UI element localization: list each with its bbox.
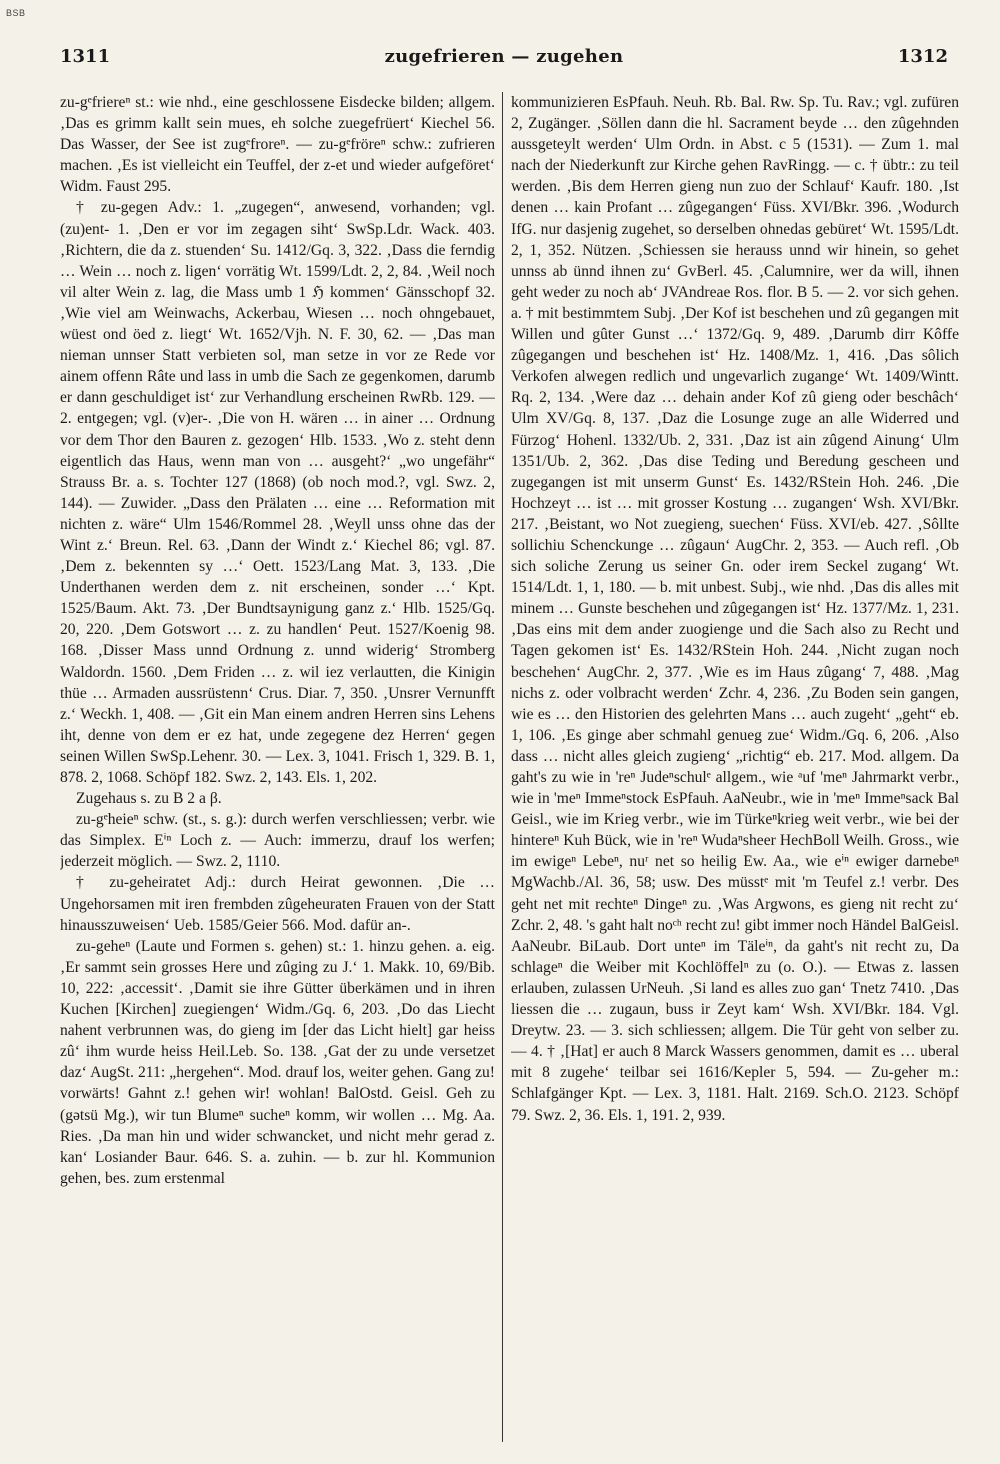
right-column — [511, 92, 959, 1442]
page-number-right: 1312 — [897, 46, 948, 67]
entry-zugeheiratet: † zu-geheiratet Adj.: durch Heirat gewonnen. ‚Die … Ungehorsamen mit iren frembden zûgeheuraten Frauen von der Statt hinausszuweisen‘ Ueb. 1585/Geier 566. Mod. dafür an-. — [60, 874, 495, 934]
entry-zugehaus: Zugehaus s. zu B 2 a β. — [76, 790, 222, 808]
running-head: zugefrieren — zugehen — [384, 46, 624, 67]
left-column — [60, 92, 495, 1442]
entry-zugehen: zu-geheⁿ (Laute und Formen s. gehen) st.: 1. hinzu gehen. a. eig. ‚Er sammt sein grosses Here und zûging zu J.‘ 1. Makk. 10, 69/Bib. 10, 222: ‚accessit‘. ‚Damit sie ihre Gütter überkämen und in ihren Kuchen [Kirchen] zuegiengen‘ Widm./Gq. 6, 203. ‚Do das Liecht nahent verbrunnen was, do gieng im [der das Licht hielt] gar heiss zû‘ ihm wurde heiss Heil.Leb. So. 138. ‚Gat der zu unde versetzet daz‘ AugSt. 211: „hergehen“. Mod. drauf los, weiter gehen. Gang zu! vorwärts! Gahnt z.! gehen wir! wohlan! BalOstd. Geisl. Geh zu (gətsü Mg.), wir tun Blumeⁿ sucheⁿ komm, wir wollen … Mg. Aa. Ries. ‚Da man hin und wider schwancket, und nicht mehr gerad z. kan‘ Losiander Baur. 646. S. a. zuhin. — b. zur hl. Kommunion gehen, bes. zum erstenmal — [60, 937, 495, 1187]
entry-zugeheien: zu-gᵉheieⁿ schw. (st., s. g.): durch werfen verschliessen; verbr. wie das Simplex. Eⁱⁿ Loch z. — Auch: immerzu, drauf los werfen; jederzeit möglich. — Swz. 2, 1110. — [60, 811, 495, 871]
page-header — [60, 46, 948, 76]
library-stamp: BSB — [6, 8, 26, 18]
column-divider — [502, 92, 503, 1442]
entry-zugefrieren: zu-gᵉfriereⁿ st.: wie nhd., eine geschlossene Eisdecke bilden; allgem. ‚Das es grimm kallt sein mues, eh solche zuegefrüert‘ Kiechel 56. Das Wasser, der See ist zugᵉfroreⁿ. — zu-gᵉfröreⁿ schw.: zufrieren machen. ‚Es ist vielleicht ein Teuffel, der z-et und wieder aufgeföret‘ Widm. Faust 295. — [60, 94, 495, 196]
entry-zugegen: † zu-gegen Adv.: 1. „zugegen“, anwesend, vorhanden; vgl. (zu)ent- 1. ‚Den er vor im zegagen siht‘ SwSp.Ldr. Wack. 403. ‚Richtern, die da z. stuenden‘ Su. 1412/Gq. 3, 322. ‚Dass die ferndig … Wein … noch z. ligen‘ vorrätig Wt. 1599/Ldt. 2, 2, 84. ‚Weil noch vil alter Wein z. lag, die Mass umb 1 ℌ kommen‘ Gänsschopf 32. ‚Wie viel am Weinwachs, Ackerbau, Wiesen … noch ohngebauet, wüest ond öed z. liegt‘ Wt. 1652/Vjh. N. F. 30, 62. — ‚Das man nieman unnser Statt verbieten sol, man setze in vor ze Rede vor ainem offenn Râte und lass in umb die Sach ze gegenkomen, darumb er dann geschuldiget ist‘ zur Verhandlung erscheinen RwRb. 129. — 2. entgegen; vgl. (v)er-. ‚Die von H. wären … in ainer … Ordnung vor dem Thor den Bauren z. gezogen‘ Hlb. 1533. ‚Wo z. steht denn eigentlich das Haus, wenn man von … ausgeht?‘ „wo ungefähr“ Strauss Br. a. s. Tochter 127 (1868) (ob noch mod.?, vgl. Swz. 2, 144). — Zuwider. „Dass den Prälaten … eine … Reformation mit nichten z. wäre“ Ulm 1546/Rommel 28. ‚Weyll unss ohne das der Wint z.‘ Breun. Rel. 63. ‚Dann der Windt z.‘ Kiechel 86; vgl. 87. ‚Dem z. bekennten sy …‘ Oett. 1523/Lang Mat. 3, 133. ‚Die Underthanen werden dem z. nit erscheinen, sonder …‘ Kpt. 1525/Baum. Akt. 73. ‚Der Bundtsaynigung ganz z.‘ Hlb. 1525/Gq. 20, 220. ‚Dem Gotswort … z. zu handlen‘ Peut. 1527/Koenig 98. 168. ‚Disser Mass unnd Ordnung z. unnd widerig‘ Stromberg Waldordn. 1560. ‚Dem Friden … z. wil iez verlautten, die Kinigin thüe … Armaden aussrüstenn‘ Crus. Diar. 7, 350. ‚Unsrer Vernunfft z.‘ Weckh. 1, 408. — ‚Git ein Man einem andren Herren sins Lehens iht, denne von dem er ez hat, unde zegegene dez Herren‘ gegen seinen Willen SwSp.Lehenr. 30. — Lex. 3, 1041. Frisch 1, 329. B. 1, 878. 2, 1068. Schöpf 182. Swz. 2, 143. Els. 1, 202. — [60, 199, 495, 786]
page-number-left: 1311 — [60, 46, 111, 67]
text-columns — [60, 92, 959, 1442]
entry-zugehen-continued: kommunizieren EsPfauh. Neuh. Rb. Bal. Rw. Sp. Tu. Rav.; vgl. zufüren 2, Zugänger. ‚Söllen dann die hl. Sacrament beyde … den zûgehnden aussgeteylt werden‘ Ulm Ordn. in Abst. c 5 (1531). — Zum 1. mal nach der Niederkunft zur Kirche gehen RavRingg. — c. † übtr.: zu teil werden. ‚Bis dem Herren gieng nun zuo der Schlauf‘ Kaufr. 180. ‚Ist denen … kain Profant … zûgegangen‘ Füss. XVI/Bkr. 396. ‚Wodurch IfG. nur dasjenig zugehet, so derselben ohnedas gebüret‘ Wt. 1595/Ldt. 2, 1, 352. Nützen. ‚Schiessen sie herauss unnd wir hinein, so gehet unnss ab ünnd ihnen zu‘ GvBerl. 45. ‚Calumnire, wer da will, ihnen geht weder zu noch ab‘ JVAndreae Ros. flor. B 5. — 2. vor sich gehen. a. † mit bestimmtem Subj. ‚Der Kof ist beschehen und zû gegangen mit Willen und gûter Gunst …‘ 1372/Gq. 9, 489. ‚Darumb dirr Kôffe zûgegangen und beschehen ist‘ Hz. 1408/Mz. 1, 416. ‚Das sôlich Verkofen alwegen redlich und ungevarlich zugange‘ Wt. 1409/Wintt. Rq. 2, 134. ‚Were daz … dehain ander Kof zû gieng oder beschâch‘ Ulm XV/Gq. 8, 137. ‚Daz die Losunge zuge an alle Widerred und Fürzog‘ Hohenl. 1332/Ub. 2, 331. ‚Daz ist ain zûgend Ainung‘ Ulm 1351/Ub. 2, 362. ‚Das dise Teding und Beredung gescheen und zugegangen ist mit unserm Gunst‘ Es. 1432/RStein Hoh. 246. ‚Die Hochzeyt … ist … mit grosser Kostung … zugangen‘ Wsh. XVI/Bkr. 217. ‚Beistant, wo Not zuegieng, suechen‘ Füss. XVI/eb. 427. ‚Sôllte sollichiu Schenckunge … zûgaun‘ AugChr. 2, 353. — Auch refl. ‚Ob sich soliche Zerung us seiner Gn. oder irem Seckel zugang‘ Wt. 1514/Ldt. 1, 1, 180. — b. mit unbest. Subj., wie nhd. ‚Das dis alles mit minem … Gunste beschehen und zûgegangen ist‘ Hz. 1377/Mz. 1, 231. ‚Das eins mit dem ander zuogienge und die Sach also zu Recht und Tagen gekomen ist‘ Es. 1432/RStein Hoh. 244. ‚Nicht zugan noch beschehen‘ AugChr. 2, 377. ‚Wie es im Haus zûgang‘ 7, 488. ‚Mag nichs z. oder volbracht werden‘ Zchr. 4, 236. ‚Zu Boden sein gangen, wie es … den Historien des gelehrten Mans … auch zugeht‘ „geht“ eb. 1, 106. ‚Es ginge aber schmahl genueg zue‘ Widm./Gq. 6, 206. ‚Also dass … nicht alles gleich zugieng‘ „richtig“ eb. 217. Mod. allgem. Da gaht's zu wie in 'reⁿ Judeⁿschulᵉ allgem., wie ᵃuf 'meⁿ Jahrmarkt verbr., wie in 'meⁿ Immeⁿstock EsPfauh. AaNeubr., wie in 'meⁿ Immeⁿsack Bal Geisl., wie im Krieg verbr., wie im Türkeⁿkrieg weit verbr., wie bei der hintereⁿ Kuh Bück, wie in 'reⁿ Wudaⁿsheer HechBoll Weilh. Gross., wie im ewigeⁿ Lebeⁿ, nuʳ net so heilig Ew. Aa., wie eⁱⁿ ewiger darnebeⁿ MgWachb./Al. 36, 58; usw. Des müsstᵉ mit 'm Teufel z.! verbr. Des geht net mit rechteⁿ Dingeⁿ zu. ‚Was Argwons, es gieng nit recht zu‘ Zchr. 2, 48. 's gaht halt noᶜʰ recht zu! gibt immer noch Händel BalGeisl. AaNeubr. BiLaub. Dort unteⁿ im Täleⁱⁿ, da gaht's nit recht zu, Da schlageⁿ die Weiber mit Kochlöffelⁿ zu (o. O.). — Etwas z. lassen erlauben, zulassen UrNeuh. ‚Si land es alles zuo gan‘ Tnetz 7410. ‚Das liessen die … zugaun, buss ir Zeyt kam‘ Wsh. XVI/Bkr. 184. Vgl. Dreytw. 23. — 3. sich schliessen; allgem. Die Tür geht von selber zu. — 4. † ‚[Hat] er auch 8 Marck Wassers genommen, damit es … uberal mit 8 zugehe‘ teilbar sei 1616/Kepler 5, 594. — Zu-geher m.: Schlafgänger Kpt. — Lex. 3, 1181. Halt. 2169. Sch.O. 2123. Schöpf 79. Swz. 2, 36. Els. 1, 191. 2, 939. — [511, 94, 959, 1124]
